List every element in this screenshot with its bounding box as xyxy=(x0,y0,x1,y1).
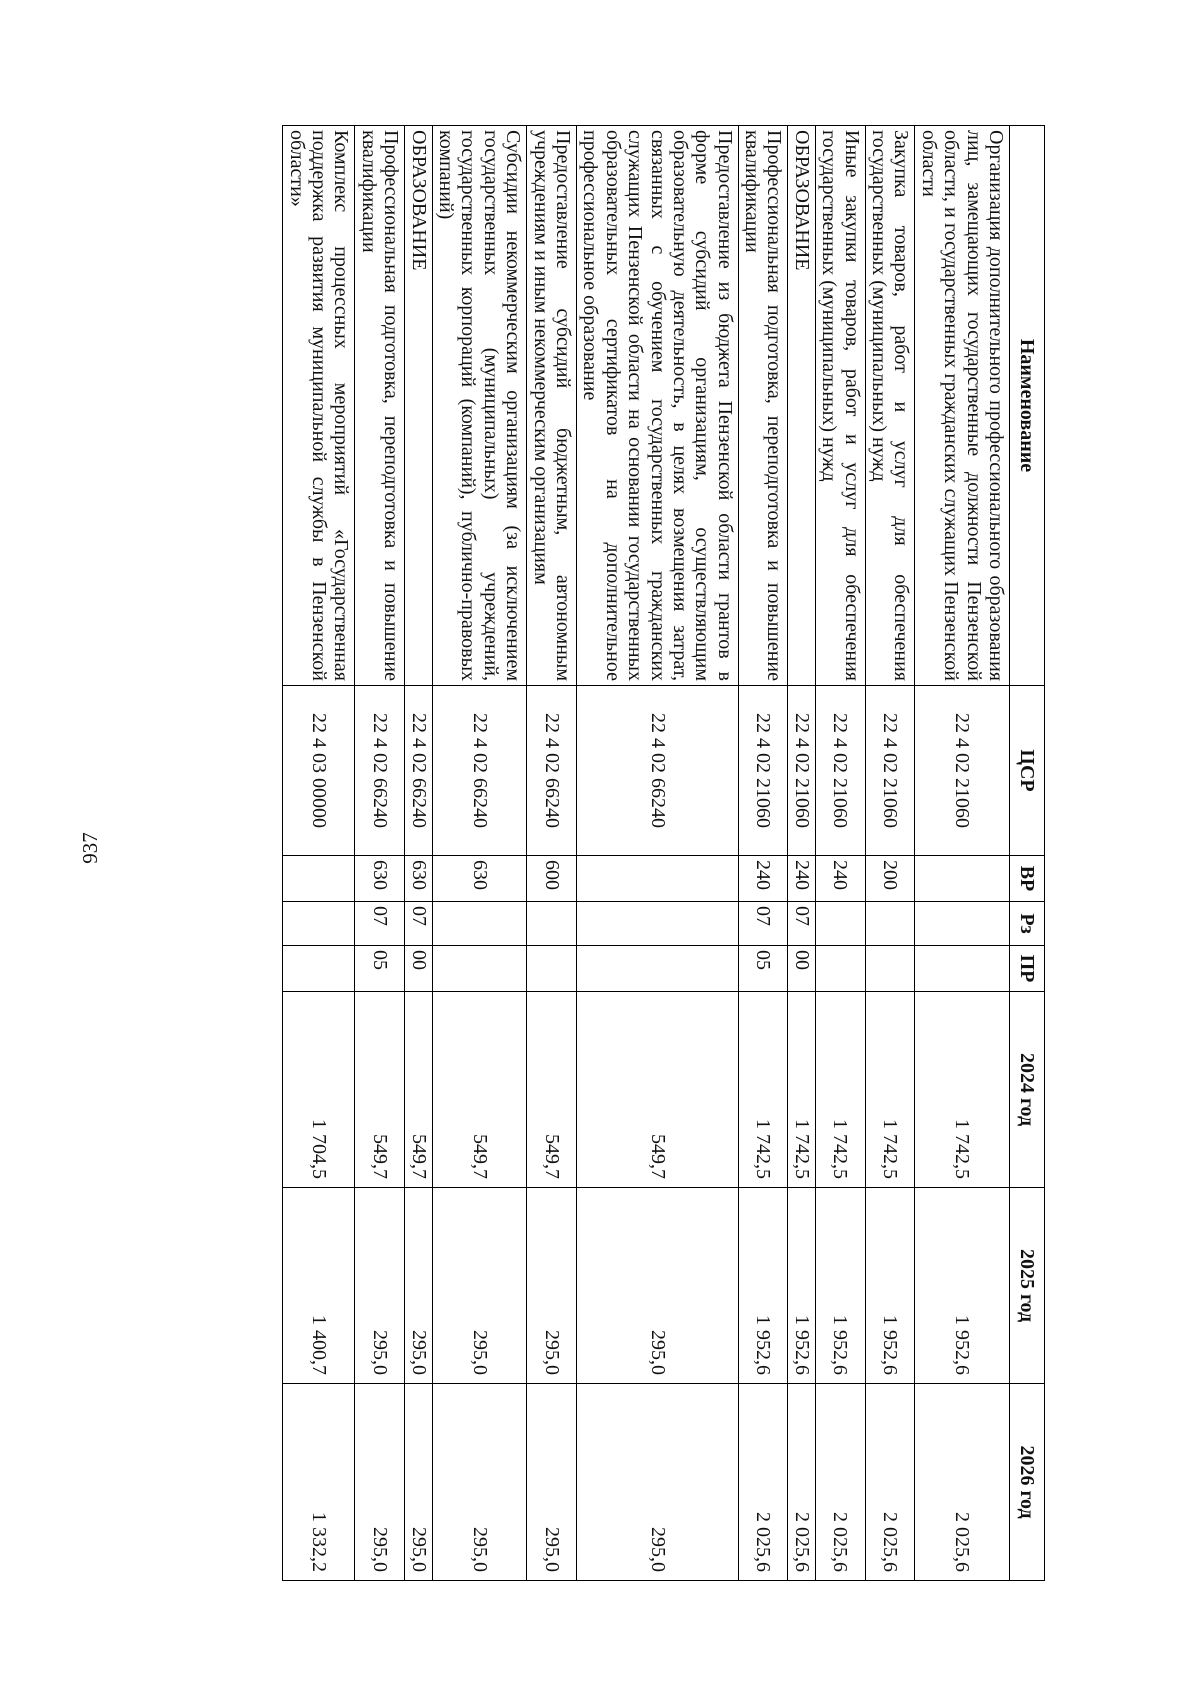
cell-name: Комплекс процессных мероприятий «Государственная поддержка развития муниципальной службы в Пензенской области» xyxy=(283,126,355,686)
rotated-table-container xyxy=(130,125,1045,1580)
cell-2026: 2 025,6 xyxy=(915,1384,1010,1581)
cell-csr: 22 4 02 66240 xyxy=(355,686,405,856)
cell-pr: 05 xyxy=(355,946,405,992)
cell-2025: 1 952,6 xyxy=(915,1188,1010,1384)
cell-pr xyxy=(915,946,1010,992)
cell-2024: 549,7 xyxy=(527,992,577,1188)
cell-csr: 22 4 02 66240 xyxy=(576,686,738,856)
cell-2025: 1 952,6 xyxy=(788,1188,815,1384)
cell-csr: 22 4 02 21060 xyxy=(865,686,915,856)
cell-vr: 630 xyxy=(432,856,527,902)
budget-table xyxy=(282,125,1045,1581)
table-row xyxy=(576,126,738,1581)
cell-vr: 630 xyxy=(405,856,432,902)
header-2024: 2024 год xyxy=(1010,992,1045,1188)
cell-2024: 549,7 xyxy=(355,992,405,1188)
cell-pr xyxy=(865,946,915,992)
cell-2026: 295,0 xyxy=(405,1384,432,1581)
cell-2026: 295,0 xyxy=(432,1384,527,1581)
cell-2025: 1 952,6 xyxy=(738,1188,788,1384)
header-pr: ПР xyxy=(1010,946,1045,992)
cell-rz: 07 xyxy=(355,902,405,946)
cell-rz xyxy=(815,902,865,946)
cell-rz xyxy=(432,902,527,946)
cell-rz xyxy=(915,902,1010,946)
header-csr: ЦСР xyxy=(1010,686,1045,856)
cell-vr: 240 xyxy=(815,856,865,902)
cell-name: ОБРАЗОВАНИЕ xyxy=(405,126,432,686)
cell-pr xyxy=(527,946,577,992)
header-rz: Рз xyxy=(1010,902,1045,946)
header-2026: 2026 год xyxy=(1010,1384,1045,1581)
table-row xyxy=(815,126,865,1581)
cell-pr xyxy=(576,946,738,992)
cell-csr: 22 4 02 21060 xyxy=(738,686,788,856)
cell-2024: 1 742,5 xyxy=(915,992,1010,1188)
cell-pr xyxy=(432,946,527,992)
cell-2026: 2 025,6 xyxy=(738,1384,788,1581)
cell-vr xyxy=(576,856,738,902)
cell-csr: 22 4 03 00000 xyxy=(283,686,355,856)
cell-rz xyxy=(527,902,577,946)
table-row xyxy=(865,126,915,1581)
cell-vr: 240 xyxy=(738,856,788,902)
cell-2025: 1 952,6 xyxy=(815,1188,865,1384)
cell-vr: 240 xyxy=(788,856,815,902)
cell-rz xyxy=(283,902,355,946)
cell-vr xyxy=(283,856,355,902)
cell-rz: 07 xyxy=(738,902,788,946)
cell-name: Предоставление из бюджета Пензенской области грантов в форме субсидий организациям, осуществляющим образовательную деятельность, в целях возмещения затрат, связанных с обучением государственных гражданских служащих Пензенской области на основании государственных образовательных сертификатов на дополнительное профессиональное образование xyxy=(576,126,738,686)
cell-2026: 2 025,6 xyxy=(788,1384,815,1581)
cell-vr xyxy=(915,856,1010,902)
table-header-row xyxy=(1010,126,1045,1581)
cell-2024: 549,7 xyxy=(405,992,432,1188)
table-row xyxy=(915,126,1010,1581)
table-row xyxy=(405,126,432,1581)
cell-2024: 1 704,5 xyxy=(283,992,355,1188)
cell-name: Профессиональная подготовка, переподготовка и повышение квалификации xyxy=(355,126,405,686)
cell-pr: 00 xyxy=(405,946,432,992)
cell-vr: 600 xyxy=(527,856,577,902)
cell-2025: 295,0 xyxy=(576,1188,738,1384)
cell-csr: 22 4 02 66240 xyxy=(432,686,527,856)
cell-2024: 1 742,5 xyxy=(815,992,865,1188)
cell-csr: 22 4 02 66240 xyxy=(405,686,432,856)
cell-pr: 05 xyxy=(738,946,788,992)
cell-2025: 1 400,7 xyxy=(283,1188,355,1384)
cell-2024: 549,7 xyxy=(432,992,527,1188)
cell-name: Субсидии некоммерческим организациям (за исключением государственных (муниципальных) учреждений, государственных корпораций (компаний), публично-правовых компаний) xyxy=(432,126,527,686)
cell-csr: 22 4 02 21060 xyxy=(915,686,1010,856)
cell-2026: 1 332,2 xyxy=(283,1384,355,1581)
cell-name: ОБРАЗОВАНИЕ xyxy=(788,126,815,686)
cell-rz: 07 xyxy=(788,902,815,946)
cell-name: Профессиональная подготовка, переподготовка и повышение квалификации xyxy=(738,126,788,686)
table-row xyxy=(738,126,788,1581)
cell-2024: 1 742,5 xyxy=(788,992,815,1188)
header-vr: ВР xyxy=(1010,856,1045,902)
table-row xyxy=(283,126,355,1581)
header-2025: 2025 год xyxy=(1010,1188,1045,1384)
cell-vr: 200 xyxy=(865,856,915,902)
table-row xyxy=(432,126,527,1581)
cell-2024: 1 742,5 xyxy=(865,992,915,1188)
cell-name: Иные закупки товаров, работ и услуг для обеспечения государственных (муниципальных) нужд xyxy=(815,126,865,686)
cell-csr: 22 4 02 66240 xyxy=(527,686,577,856)
cell-2026: 295,0 xyxy=(576,1384,738,1581)
cell-csr: 22 4 02 21060 xyxy=(815,686,865,856)
table-row xyxy=(355,126,405,1581)
page-number: 937 xyxy=(78,832,102,864)
cell-2025: 295,0 xyxy=(355,1188,405,1384)
cell-2026: 2 025,6 xyxy=(865,1384,915,1581)
cell-2026: 2 025,6 xyxy=(815,1384,865,1581)
cell-rz xyxy=(576,902,738,946)
cell-2025: 295,0 xyxy=(527,1188,577,1384)
cell-2025: 1 952,6 xyxy=(865,1188,915,1384)
cell-pr xyxy=(283,946,355,992)
cell-pr: 00 xyxy=(788,946,815,992)
table-row xyxy=(788,126,815,1581)
cell-vr: 630 xyxy=(355,856,405,902)
cell-2024: 1 742,5 xyxy=(738,992,788,1188)
cell-2026: 295,0 xyxy=(355,1384,405,1581)
cell-2025: 295,0 xyxy=(432,1188,527,1384)
cell-csr: 22 4 02 21060 xyxy=(788,686,815,856)
cell-name: Организация дополнительного профессионального образования лиц, замещающих государственные должности Пензенской области, и государственных гражданских служащих Пензенской области xyxy=(915,126,1010,686)
cell-name: Закупка товаров, работ и услуг для обеспечения государственных (муниципальных) нужд xyxy=(865,126,915,686)
header-name: Наименование xyxy=(1010,126,1045,686)
cell-2026: 295,0 xyxy=(527,1384,577,1581)
table-row xyxy=(527,126,577,1581)
cell-name: Предоставление субсидий бюджетным, автономным учреждениям и иным некоммерческим организациям xyxy=(527,126,577,686)
cell-pr xyxy=(815,946,865,992)
cell-rz: 07 xyxy=(405,902,432,946)
cell-2025: 295,0 xyxy=(405,1188,432,1384)
cell-rz xyxy=(865,902,915,946)
cell-2024: 549,7 xyxy=(576,992,738,1188)
